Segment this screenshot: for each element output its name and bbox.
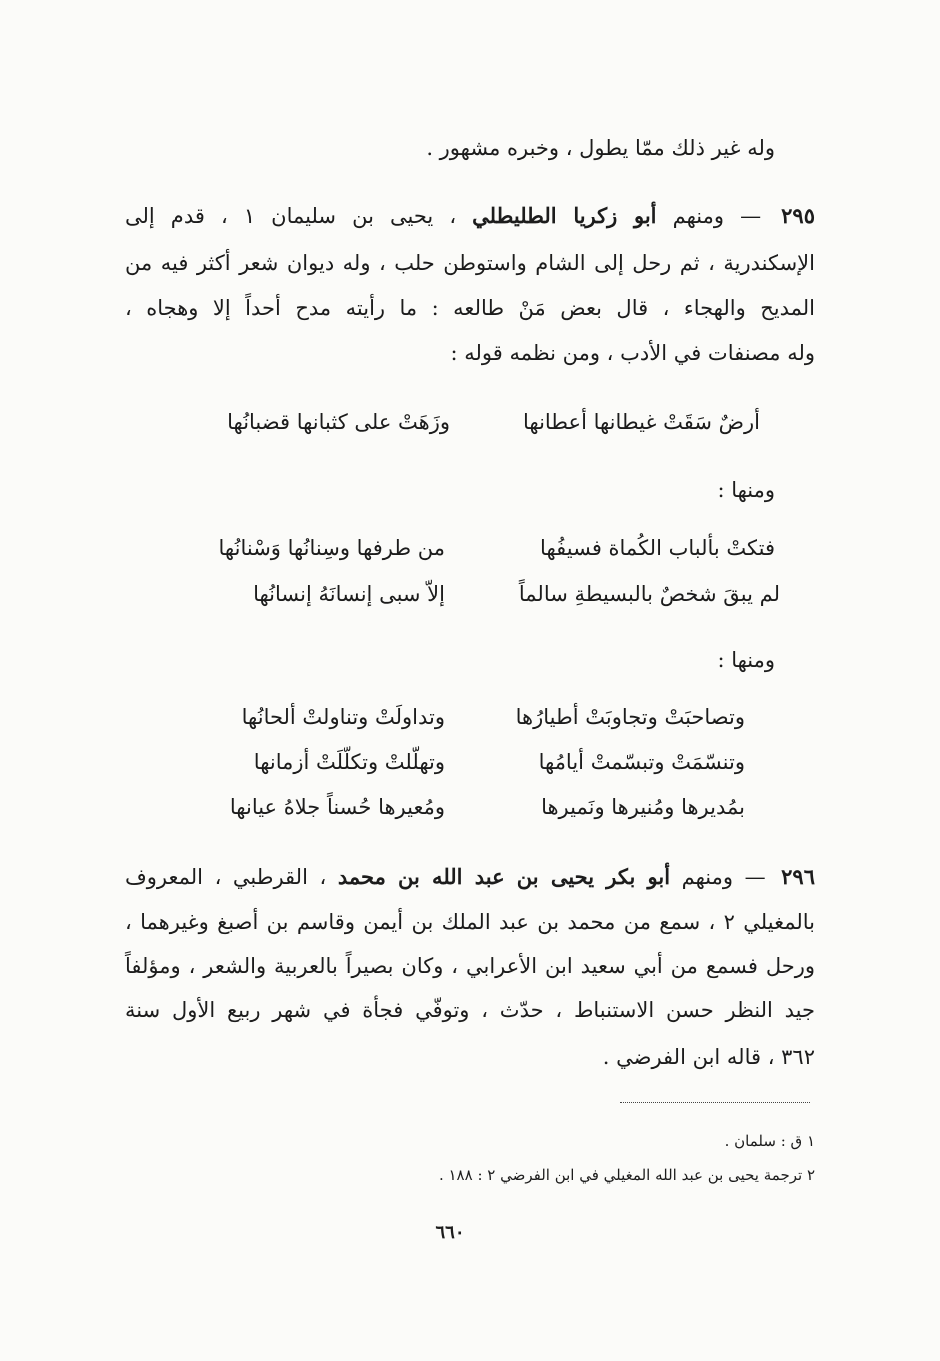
verse-line xyxy=(0,787,940,827)
entry-295-line-3: المديح والهجاء ، قال بعض مَنْ طالعه : ما رأيته مدح أحداً إلا وهجاه ، xyxy=(125,296,815,320)
verse-hemistich-left: من طرفها وسِنانُها وَسْنانُها xyxy=(218,536,445,560)
verse-hemistich-right: أرضٌ سَقَتْ غيطانها أعطانها xyxy=(522,410,760,434)
entry-296-line-3: ورحل فسمع من أبي سعيد ابن الأعرابي ، وكان بصيراً بالعربية والشعر ، ومؤلفاً xyxy=(125,954,815,978)
verse-hemistich-right: بمُديرها ومُنيرها ونَميرها xyxy=(541,795,745,819)
verse-hemistich-right: وتنسّمَتْ وتبسّمتْ أيامُها xyxy=(538,750,745,774)
intro-line: وله غير ذلك ممّا يطول ، وخبره مشهور . xyxy=(426,136,775,160)
verse-hemistich-right: فتكتْ بألباب الكُماة فسيفُها xyxy=(540,536,775,560)
entry-296-line-4: جيد النظر حسن الاستنباط ، حدّث ، وتوفّي فجأة في شهر ربيع الأول سنة xyxy=(125,998,815,1022)
person-name: أبو زكريا الطليطلي xyxy=(472,203,657,228)
entry-number: ٢٩٦ xyxy=(781,864,815,889)
verse-line xyxy=(0,528,940,568)
verse-line xyxy=(0,402,940,442)
footnote-1: ١ ق : سلمان . xyxy=(724,1132,815,1150)
verse-hemistich-left: ومُعيرها حُسناً جلاهُ عيانها xyxy=(229,795,445,819)
verse-hemistich-left: وتهلّلتْ وتكلّلَتْ أزمانها xyxy=(253,750,445,774)
entry-296-line-2: بالمغيلي ٢ ، سمع من محمد بن عبد الملك بن أيمن وقاسم بن أصبغ وغيرهما ، xyxy=(125,910,816,934)
entry-296-line-5: ٣٦٢ ، قاله ابن الفرضي . xyxy=(602,1045,815,1069)
entry-295-line-1: ٢٩٥ — ومنهم أبو زكريا الطليطلي ، يحيى بن سليمان ١ ، قدم إلى xyxy=(125,203,815,228)
verse-line xyxy=(0,697,940,737)
entry-number: ٢٩٥ xyxy=(781,203,815,228)
entry-295-line-2: الإسكندرية ، ثم رحل إلى الشام واستوطن حلب ، وله ديوان شعر أكثر فيه من xyxy=(125,251,815,275)
person-name: أبو بكر يحيى بن عبد الله بن محمد xyxy=(337,864,671,889)
footnote-divider xyxy=(620,1102,810,1103)
verse-hemistich-right: وتصاحبَتْ وتجاوبَتْ أطيارُها xyxy=(515,705,745,729)
verse-hemistich-left: وزَهَتْ على كثبانها قضبانُها xyxy=(227,410,450,434)
wa-minha-label: ومنها : xyxy=(717,648,775,672)
entry-295-line-4: وله مصنفات في الأدب ، ومن نظمه قوله : xyxy=(450,341,815,365)
footnote-2: ٢ ترجمة يحيى بن عبد الله المغيلي في ابن الفرضي ٢ : ١٨٨ . xyxy=(438,1166,815,1184)
page-number: ٦٦٠ xyxy=(435,1222,465,1243)
verse-line xyxy=(0,742,940,782)
entry-296-line-1: ٢٩٦ — ومنهم أبو بكر يحيى بن عبد الله بن محمد ، القرطبي ، المعروف xyxy=(125,864,815,889)
wa-minha-label: ومنها : xyxy=(717,478,775,502)
verse-hemistich-left: وتداولَتْ وتناولتْ ألحانُها xyxy=(241,705,445,729)
verse-line xyxy=(0,574,940,614)
verse-hemistich-right: لم يبقَ شخصٌ بالبسيطةِ سالماً xyxy=(518,582,780,606)
verse-hemistich-left: إلاّ سبى إنسانَهُ إنسانُها xyxy=(253,582,445,606)
